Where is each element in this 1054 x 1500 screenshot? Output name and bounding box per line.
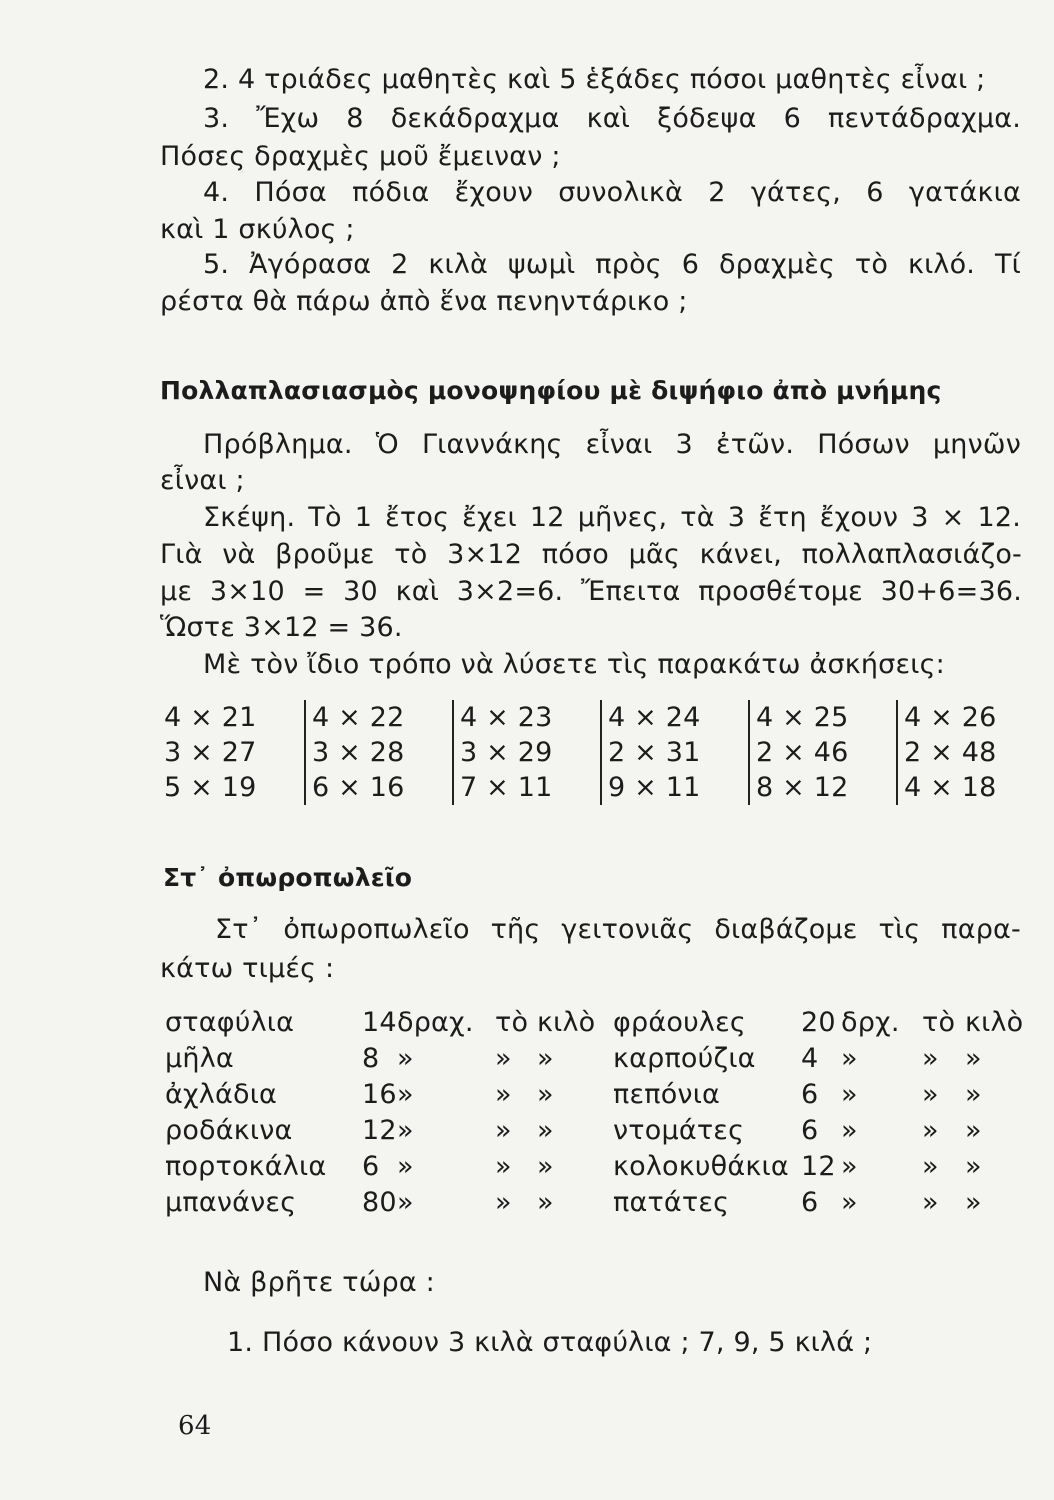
price-row [165, 1149, 1025, 1185]
exercise-column [160, 700, 304, 805]
price-right-price: 20 [801, 1007, 836, 1038]
price-left-kilo: » [537, 1187, 554, 1218]
problem-4-line-2: καὶ 1 σκύλος ; [160, 214, 355, 245]
exercise-item: 3 × 29 [460, 737, 553, 768]
price-right-unit: » [841, 1115, 858, 1146]
price-left-to: » [495, 1079, 512, 1110]
exercise-column [452, 700, 600, 805]
price-right-to: » [922, 1115, 939, 1146]
price-left-kilo: » [537, 1043, 554, 1074]
exercise-item: 2 × 46 [756, 737, 849, 768]
price-left-item: πορτοκάλια [165, 1151, 327, 1182]
price-left-to: » [495, 1115, 512, 1146]
exercise-item: 3 × 27 [164, 737, 257, 768]
price-right-price: 4 [801, 1043, 819, 1074]
exercise-column [304, 700, 452, 805]
exercise-item: 8 × 12 [756, 772, 849, 803]
price-row [165, 1113, 1025, 1149]
problem-3-line-1: 3. Ἔχω 8 δεκάδραχμα καὶ ξόδεψα 6 πεντάδραχμα. [203, 103, 1021, 134]
thought-line-3: με 3×10 = 30 καὶ 3×2=6. Ἔπειτα προσθέτομε 30+6=36. [160, 576, 1022, 607]
price-left-price: 6 [362, 1151, 380, 1182]
price-left-kilo: κιλὸ [537, 1007, 596, 1038]
exercise-item: 4 × 18 [904, 772, 997, 803]
exercise-item: 4 × 23 [460, 702, 553, 733]
price-right-kilo: » [965, 1115, 982, 1146]
page-number: 64 [178, 1411, 212, 1441]
fruit-shop-intro-line-1: Στ᾿ ὀπωροπωλεῖο τῆς γειτονιᾶς διαβάζομε τὶς παρα- [215, 914, 1021, 945]
price-left-item: σταφύλια [165, 1007, 295, 1038]
price-right-to: » [922, 1187, 939, 1218]
price-left-unit: » [397, 1079, 414, 1110]
price-left-price: 16 [362, 1079, 397, 1110]
price-list [165, 1005, 1025, 1221]
price-right-price: 6 [801, 1079, 819, 1110]
price-right-unit: » [841, 1079, 858, 1110]
price-left-item: ἀχλάδια [165, 1079, 278, 1110]
exercise-item: 4 × 26 [904, 702, 997, 733]
exercise-item: 4 × 21 [164, 702, 257, 733]
price-right-item: φράουλες [613, 1007, 746, 1038]
price-row [165, 1185, 1025, 1221]
price-left-unit: » [397, 1043, 414, 1074]
exercise-column [748, 700, 896, 805]
price-right-price: 6 [801, 1187, 819, 1218]
price-right-kilo: » [965, 1151, 982, 1182]
thought-line-1: Σκέψη. Τὸ 1 ἔτος ἔχει 12 μῆνες, τὰ 3 ἔτη ἔχουν 3 × 12. [203, 502, 1021, 533]
price-left-kilo: » [537, 1079, 554, 1110]
price-right-kilo: » [965, 1079, 982, 1110]
price-left-to: » [495, 1187, 512, 1218]
price-right-unit: » [841, 1187, 858, 1218]
exercise-item: 9 × 11 [608, 772, 701, 803]
problem-3-line-2: Πόσες δραχμὲς μοῦ ἔμειναν ; [160, 141, 561, 172]
price-right-kilo: » [965, 1187, 982, 1218]
exercise-item: 2 × 48 [904, 737, 997, 768]
price-left-price: 8 [362, 1043, 380, 1074]
price-right-price: 12 [801, 1151, 836, 1182]
price-left-unit: » [397, 1115, 414, 1146]
price-right-item: πεπόνια [613, 1079, 721, 1110]
problem-5-line-2: ρέστα θὰ πάρω ἀπὸ ἕνα πενηντάρικο ; [160, 286, 688, 317]
exercise-item: 6 × 16 [312, 772, 405, 803]
price-left-unit: » [397, 1151, 414, 1182]
problem-statement-line-2: εἶναι ; [160, 465, 245, 496]
price-left-kilo: » [537, 1151, 554, 1182]
exercise-item: 7 × 11 [460, 772, 553, 803]
exercise-item: 4 × 25 [756, 702, 849, 733]
price-row [165, 1005, 1025, 1041]
section-heading-fruit-shop: Στ᾿ ὀπωροπωλεῖο [163, 863, 413, 892]
price-left-item: ροδάκινα [165, 1115, 293, 1146]
price-right-item: ντομάτες [613, 1115, 745, 1146]
price-right-to: » [922, 1151, 939, 1182]
price-right-price: 6 [801, 1115, 819, 1146]
problem-5-line-1: 5. Ἀγόρασα 2 κιλὰ ψωμὶ πρὸς 6 δραχμὲς τὸ κιλό. Τί [203, 249, 1021, 280]
price-left-price: 14 [362, 1007, 397, 1038]
section-heading-multiplication: Πολλαπλασιασμὸς μονοψηφίου μὲ διψήφιο ἀπὸ μνήμης [160, 376, 942, 405]
price-left-unit: δραχ. [397, 1007, 474, 1038]
price-right-item: κολοκυθάκια [613, 1151, 789, 1182]
price-right-kilo: κιλὸ [965, 1007, 1024, 1038]
price-left-item: μῆλα [165, 1043, 234, 1074]
price-right-unit: » [841, 1043, 858, 1074]
price-right-kilo: » [965, 1043, 982, 1074]
problem-2: 2. 4 τριάδες μαθητὲς καὶ 5 ἑξάδες πόσοι μαθητὲς εἶναι ; [203, 64, 986, 95]
price-left-to: » [495, 1151, 512, 1182]
fruit-shop-intro-line-2: κάτω τιμές : [160, 953, 335, 984]
price-left-kilo: » [537, 1115, 554, 1146]
exercise-column [896, 700, 1014, 805]
instruction: Μὲ τὸν ἴδιο τρόπο νὰ λύσετε τὶς παρακάτω ἀσκήσεις: [203, 649, 945, 680]
price-row [165, 1077, 1025, 1113]
price-left-price: 80 [362, 1187, 397, 1218]
thought-line-4: Ὥστε 3×12 = 36. [160, 612, 403, 643]
price-left-item: μπανάνες [165, 1187, 297, 1218]
price-right-to: τὸ [922, 1007, 956, 1038]
exercise-item: 3 × 28 [312, 737, 405, 768]
price-left-price: 12 [362, 1115, 397, 1146]
price-right-unit: » [841, 1151, 858, 1182]
price-right-item: πατάτες [613, 1187, 730, 1218]
price-right-to: » [922, 1043, 939, 1074]
price-left-unit: » [397, 1187, 414, 1218]
price-left-to: τὸ [495, 1007, 529, 1038]
price-left-to: » [495, 1043, 512, 1074]
exercise-item: 5 × 19 [164, 772, 257, 803]
exercise-item: 4 × 22 [312, 702, 405, 733]
price-row [165, 1041, 1025, 1077]
price-right-unit: δρχ. [841, 1007, 900, 1038]
exercise-table [160, 700, 1014, 805]
exercise-item: 2 × 31 [608, 737, 701, 768]
price-right-to: » [922, 1079, 939, 1110]
find-now-label: Νὰ βρῆτε τώρα : [203, 1267, 435, 1298]
price-right-item: καρπούζια [613, 1043, 756, 1074]
problem-4-line-1: 4. Πόσα πόδια ἔχουν συνολικὰ 2 γάτες, 6 γατάκια [203, 177, 1021, 208]
exercise-item: 4 × 24 [608, 702, 701, 733]
problem-statement-line-1: Πρόβλημα. Ὁ Γιαννάκης εἶναι 3 ἐτῶν. Πόσων μηνῶν [203, 429, 1021, 460]
thought-line-2: Γιὰ νὰ βροῦμε τὸ 3×12 πόσο μᾶς κάνει, πολλαπλασιάζο- [160, 539, 1022, 570]
exercise-column [600, 700, 748, 805]
question-1: 1. Πόσο κάνουν 3 κιλὰ σταφύλια ; 7, 9, 5 κιλά ; [227, 1327, 873, 1358]
